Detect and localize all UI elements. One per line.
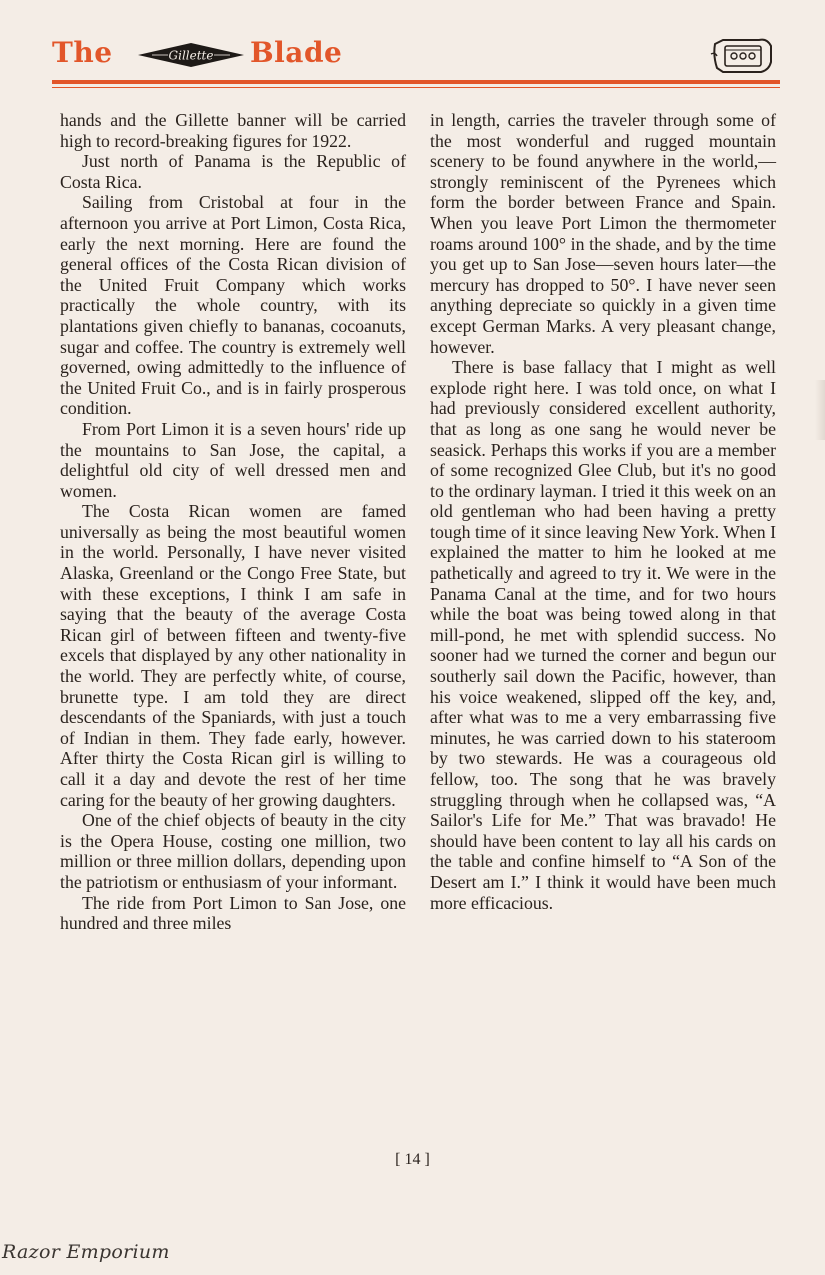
paragraph: The ride from Port Limon to San Jose, one hundred and three miles: [60, 892, 406, 934]
page-edge-shadow: [815, 380, 825, 440]
paragraph: One of the chief objects of beauty in the city is the Opera House, costing one million, two million or three million dollars, depending upon the patriotism or enthusiasm of your informant.: [60, 810, 406, 892]
razor-emblem-icon: [709, 34, 775, 78]
article-left-column: [60, 110, 406, 934]
paragraph: There is base fallacy that I might as well explode right here. I was told once, on what I had previously considered excellent authority, that as long as one sang he would never be seasick. Perhaps this works if you are a member of some recognized Glee Club, but it's no good to the ordinary layman. I tried it this week on an old gentleman who had been having a pretty tough time of it since leaving New York. When I explained the matter to him he looked at me pathetically and agreed to try it. We were in the Panama Canal at the time, and for two hours while the boat was being towed along in that mill-pond, he met with splendid success. No sooner had we turned the corner and begun our southerly sail down the Pacific, however, than his voice weakened, slipped off the key, and, after what was to me a very embarrassing five minutes, he was carried down to his stateroom by two stewards. He was a courageous old fellow, too. The song that he was bravely struggling through when he collapsed was, “A Sailor's Life for Me.” That was bravado! He should have been content to lay all his cards on the table and confine himself to “A Son of the Desert am I.” I think it would have been much more efficacious.: [430, 357, 776, 913]
paragraph: hands and the Gillette banner will be carried high to record-breaking figures for 1922.: [60, 110, 406, 151]
paragraph: The Costa Rican women are famed universally as being the most beautiful women in the world. Personally, I have never visited Alaska, Greenland or the Congo Free State, but with these exceptions, I think I am safe in saying that the beauty of the average Costa Rican girl of between fifteen and twenty-five excels that displayed by any other nationality in the world. They are perfectly white, of course, brunette type. I am told they are direct descendants of the Spaniards, with just a touch of Indian in them. They fade early, however. After thirty the Costa Rican girl is willing to call it a day and devote the rest of her time caring for the beauty of her growing daughters.: [60, 501, 406, 810]
masthead-the: The: [52, 36, 113, 69]
masthead-rule-thin: [52, 87, 780, 88]
masthead-blade: Blade: [250, 36, 343, 69]
page-number: [ 14 ]: [395, 1151, 430, 1168]
paragraph: From Port Limon it is a seven hours' ride up the mountains to San Jose, the capital, a delightful old city of well dressed men and women.: [60, 418, 406, 501]
masthead-rule-thick: [52, 80, 780, 84]
watermark: Razor Emporium: [2, 1241, 170, 1263]
paragraph: in length, carries the traveler through some of the most wonderful and rugged mountain scenery to be found anywhere in the world,—strongly reminiscent of the Pyrenees which form the border between France and Spain. When you leave Port Limon the thermometer roams around 100° in the shade, and by the time you get up to San Jose—seven hours later—the mercury has dropped to 50°. I have never seen anything depreciate so quickly in a given time except German Marks. A very pleasant change, however.: [430, 110, 776, 357]
logo-text: Gillette: [168, 48, 214, 63]
article-right-column: [430, 110, 776, 913]
masthead: [52, 34, 780, 94]
paragraph: Just north of Panama is the Republic of Costa Rica.: [60, 151, 406, 192]
paragraph: Sailing from Cristobal at four in the afternoon you arrive at Port Limon, Costa Rica, early the next morning. Here are found the general offices of the Costa Rican division of the United Fruit Company which works practically the whole country, with its plantations given chiefly to bananas, cocoanuts, sugar and coffee. The country is extremely well governed, owing admittedly to the influence of the United Fruit Co., and is in fairly prosperous condition.: [60, 192, 406, 419]
gillette-diamond-logo: [138, 42, 244, 68]
